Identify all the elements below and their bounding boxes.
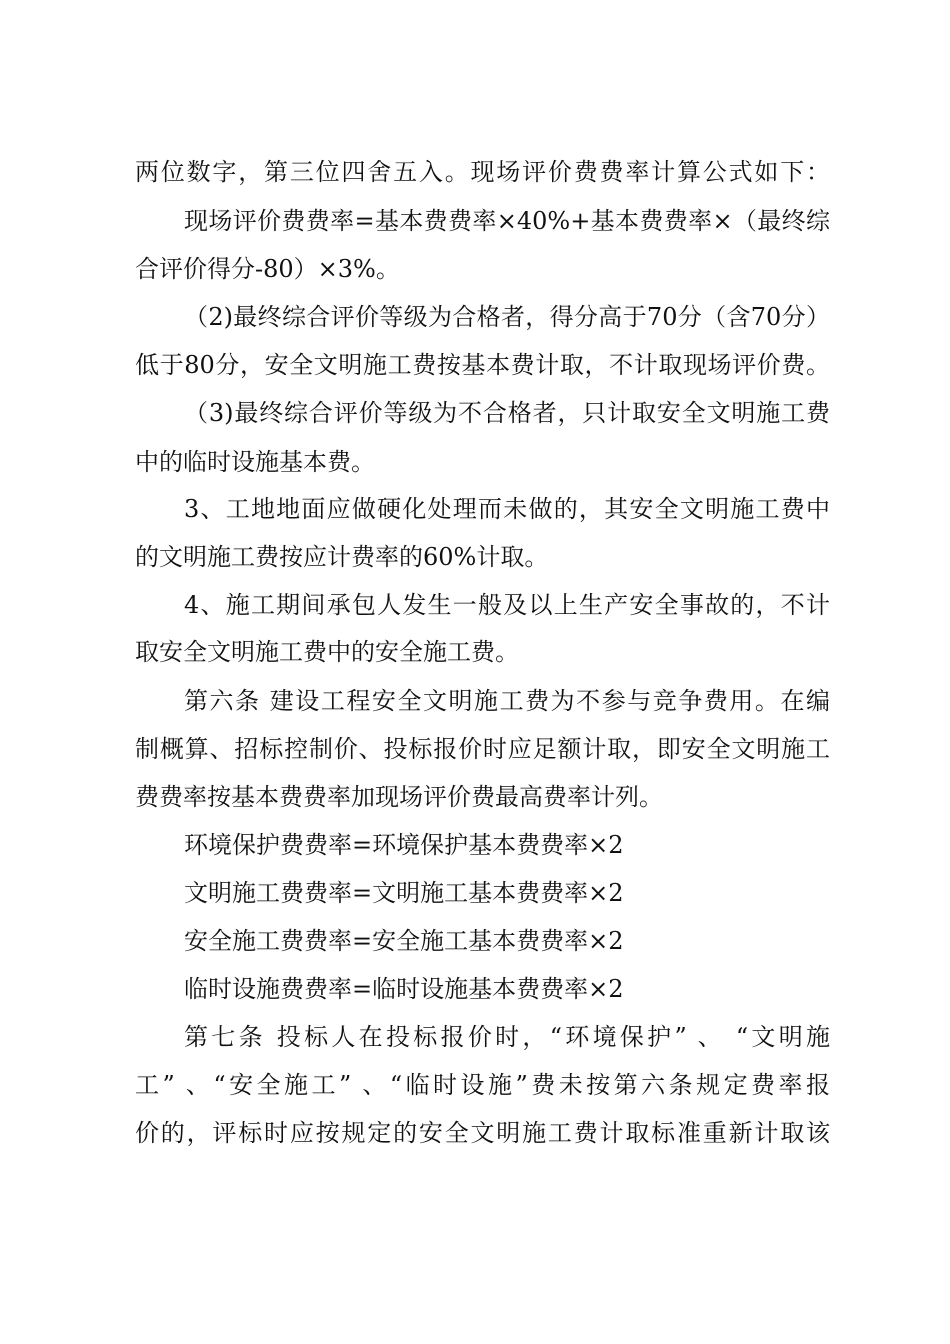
text-line-4: （2)最终综合评价等级为合格者，得分高于70分（含70分） — [184, 303, 830, 331]
text-line-19: 第七条 投标人在投标报价时，“环境保护” 、 “文明施 — [184, 1023, 830, 1051]
text-line-18: 临时设施费费率=临时设施基本费费率×2 — [184, 975, 624, 1003]
text-line-12: 第六条 建设工程安全文明施工费为不参与竞争费用。在编 — [184, 687, 830, 715]
text-line-6: （3)最终综合评价等级为不合格者，只计取安全文明施工费 — [184, 399, 830, 427]
text-line-2: 现场评价费费率=基本费费率×40%+基本费费率×（最终综 — [184, 207, 830, 235]
text-line-9: 的文明施工费按应计费率的60%计取。 — [135, 543, 549, 571]
text-line-21: 价的，评标时应按规定的安全文明施工费计取标准重新计取该 — [135, 1119, 830, 1147]
text-line-13: 制概算、招标控制价、投标报价时应足额计取，即安全文明施工 — [135, 735, 830, 763]
text-line-20: 工” 、“安全施工” 、“临时设施”费未按第六条规定费率报 — [135, 1071, 830, 1099]
text-line-10: 4、施工期间承包人发生一般及以上生产安全事故的，不计 — [184, 591, 830, 619]
text-line-1: 两位数字，第三位四舍五入。现场评价费费率计算公式如下： — [135, 158, 830, 186]
text-line-5: 低于80分，安全文明施工费按基本费计取，不计取现场评价费。 — [135, 351, 830, 379]
text-line-14: 费费率按基本费费率加现场评价费最高费率计列。 — [135, 783, 663, 811]
text-line-3: 合评价得分-80）×3%。 — [135, 255, 400, 283]
text-line-15: 环境保护费费率=环境保护基本费费率×2 — [184, 831, 624, 859]
text-line-8: 3、工地地面应做硬化处理而未做的，其安全文明施工费中 — [184, 495, 830, 523]
text-line-17: 安全施工费费率=安全施工基本费费率×2 — [184, 927, 624, 955]
text-line-16: 文明施工费费率=文明施工基本费费率×2 — [184, 879, 624, 907]
text-line-11: 取安全文明施工费中的安全施工费。 — [135, 638, 519, 666]
text-line-7: 中的临时设施基本费。 — [135, 448, 375, 476]
